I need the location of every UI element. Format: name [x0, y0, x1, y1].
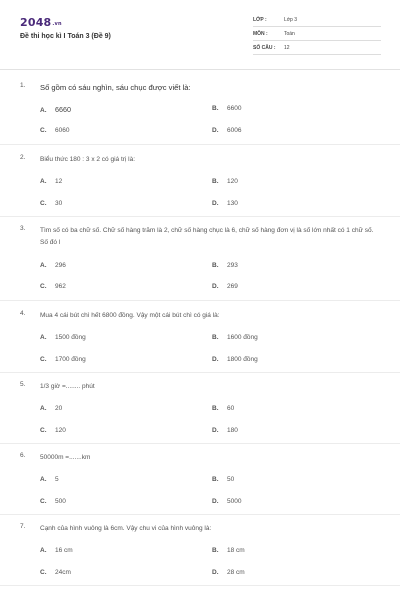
option-text: 6600: [227, 105, 242, 112]
option-text: 50: [227, 476, 235, 483]
option-letter: C.: [40, 283, 47, 290]
option-text: 30: [55, 200, 63, 207]
question-text: 50000m =.......km: [40, 454, 91, 461]
option-text: 6006: [227, 127, 242, 134]
question-text: 1/3 giờ =........ phút: [40, 383, 95, 390]
option-text: 60: [227, 405, 235, 412]
option-d[interactable]: [212, 427, 238, 434]
question-number: 4.: [20, 310, 26, 317]
question-text: Số gồm có sáu nghìn, sáu chục được viết là:: [40, 83, 191, 92]
option-letter: D.: [212, 498, 219, 505]
option-b[interactable]: [212, 262, 238, 269]
option-letter: B.: [212, 405, 219, 412]
question-divider: [0, 585, 400, 586]
question-divider: [0, 216, 400, 217]
option-a[interactable]: [40, 178, 62, 185]
question-text: Biểu thức 180 : 3 x 2 có giá trị là:: [40, 156, 136, 163]
option-text: 120: [55, 427, 66, 434]
question-7: [20, 523, 382, 583]
option-text: 1800 đồng: [227, 356, 258, 363]
meta-class-value: Lớp 3: [284, 17, 298, 23]
header-divider: [0, 69, 400, 70]
question-5: [20, 381, 382, 441]
option-letter: B.: [212, 547, 219, 554]
option-text: 5000: [227, 498, 242, 505]
question-2: [20, 154, 382, 214]
option-letter: D.: [212, 569, 219, 576]
option-letter: C.: [40, 127, 47, 134]
option-c[interactable]: [40, 569, 71, 576]
option-c[interactable]: [40, 127, 69, 134]
option-c[interactable]: [40, 356, 86, 363]
option-b[interactable]: [212, 334, 258, 341]
option-text: 6060: [55, 127, 70, 134]
question-divider: [0, 443, 400, 444]
option-text: 120: [227, 178, 238, 185]
option-text: 1700 đồng: [55, 356, 86, 363]
option-text: 500: [55, 498, 66, 505]
option-d[interactable]: [212, 127, 241, 134]
option-letter: A.: [40, 476, 47, 483]
option-text: 180: [227, 427, 238, 434]
question-6: [20, 452, 382, 512]
option-text: 1500 đồng: [55, 334, 86, 341]
question-1: [20, 82, 382, 142]
option-letter: D.: [212, 427, 219, 434]
option-letter: D.: [212, 127, 219, 134]
question-number: 2.: [20, 154, 26, 161]
option-text: 1600 đồng: [227, 334, 258, 341]
exam-title: Đề thi học kì I Toán 3 (Đề 9): [20, 33, 111, 40]
option-letter: A.: [40, 547, 47, 554]
question-divider: [0, 144, 400, 145]
question-divider: [0, 372, 400, 373]
site-logo[interactable]: 2048.vn: [20, 16, 62, 29]
option-b[interactable]: [212, 178, 238, 185]
option-a[interactable]: [40, 334, 86, 341]
option-letter: C.: [40, 427, 47, 434]
option-text: 130: [227, 200, 238, 207]
option-d[interactable]: [212, 200, 238, 207]
option-d[interactable]: [212, 569, 245, 576]
option-b[interactable]: [212, 476, 234, 483]
option-letter: D.: [212, 283, 219, 290]
meta-subject: [253, 29, 381, 41]
option-letter: B.: [212, 262, 219, 269]
option-text: 18 cm: [227, 547, 245, 554]
question-3: [20, 225, 382, 295]
option-letter: B.: [212, 105, 219, 112]
option-text: 28 cm: [227, 569, 245, 576]
option-text: 269: [227, 283, 238, 290]
option-b[interactable]: [212, 405, 234, 412]
option-a[interactable]: [40, 476, 59, 483]
meta-count-key: SỐ CÂU :: [253, 45, 276, 51]
option-b[interactable]: [212, 105, 241, 112]
question-divider: [0, 300, 400, 301]
option-letter: A.: [40, 107, 47, 114]
question-number: 7.: [20, 523, 26, 530]
option-d[interactable]: [212, 498, 241, 505]
meta-class: [253, 15, 381, 27]
option-b[interactable]: [212, 547, 245, 554]
option-letter: D.: [212, 200, 219, 207]
option-letter: A.: [40, 178, 47, 185]
option-text: 24cm: [55, 569, 71, 576]
option-letter: B.: [212, 178, 219, 185]
option-c[interactable]: [40, 498, 66, 505]
option-text: 296: [55, 262, 66, 269]
question-number: 5.: [20, 381, 26, 388]
option-a[interactable]: [40, 105, 71, 114]
option-d[interactable]: [212, 356, 258, 363]
question-text: Mua 4 cái bút chì hết 6800 đồng. Vậy một cái bút chì có giá là:: [40, 312, 220, 319]
question-number: 6.: [20, 452, 26, 459]
exam-header: [0, 0, 400, 70]
option-text: 6660: [55, 105, 71, 114]
question-text: Tìm số có ba chữ số. Chữ số hàng trăm là 2, chữ số hàng chục là 6, chữ số hàng đơn vị là số lớn nhất có 1 chữ số. Số đó l: [40, 227, 374, 246]
option-letter: C.: [40, 356, 47, 363]
option-text: 20: [55, 405, 63, 412]
option-text: 12: [55, 178, 63, 185]
option-letter: B.: [212, 476, 219, 483]
option-a[interactable]: [40, 547, 73, 554]
option-text: 962: [55, 283, 66, 290]
meta-subject-key: MÔN :: [253, 31, 268, 37]
option-letter: D.: [212, 356, 219, 363]
question-divider: [0, 514, 400, 515]
option-letter: C.: [40, 569, 47, 576]
option-letter: C.: [40, 200, 47, 207]
option-c[interactable]: [40, 200, 62, 207]
meta-subject-value: Toán: [284, 31, 295, 37]
question-number: 3.: [20, 225, 26, 232]
option-text: 5: [55, 476, 59, 483]
question-4: [20, 310, 382, 370]
option-text: 293: [227, 262, 238, 269]
option-letter: B.: [212, 334, 219, 341]
option-letter: A.: [40, 262, 47, 269]
option-letter: C.: [40, 498, 47, 505]
question-number: 1.: [20, 82, 26, 89]
option-a[interactable]: [40, 405, 62, 412]
option-a[interactable]: [40, 262, 66, 269]
meta-question-count: [253, 43, 381, 55]
option-letter: A.: [40, 405, 47, 412]
option-c[interactable]: [40, 283, 66, 290]
option-d[interactable]: [212, 283, 238, 290]
option-text: 16 cm: [55, 547, 73, 554]
option-c[interactable]: [40, 427, 66, 434]
meta-count-value: 12: [284, 45, 290, 51]
option-letter: A.: [40, 334, 47, 341]
meta-class-key: LỚP :: [253, 17, 267, 23]
question-text: Cạnh của hình vuông là 6cm. Vậy chu vi của hình vuông là:: [40, 525, 212, 532]
